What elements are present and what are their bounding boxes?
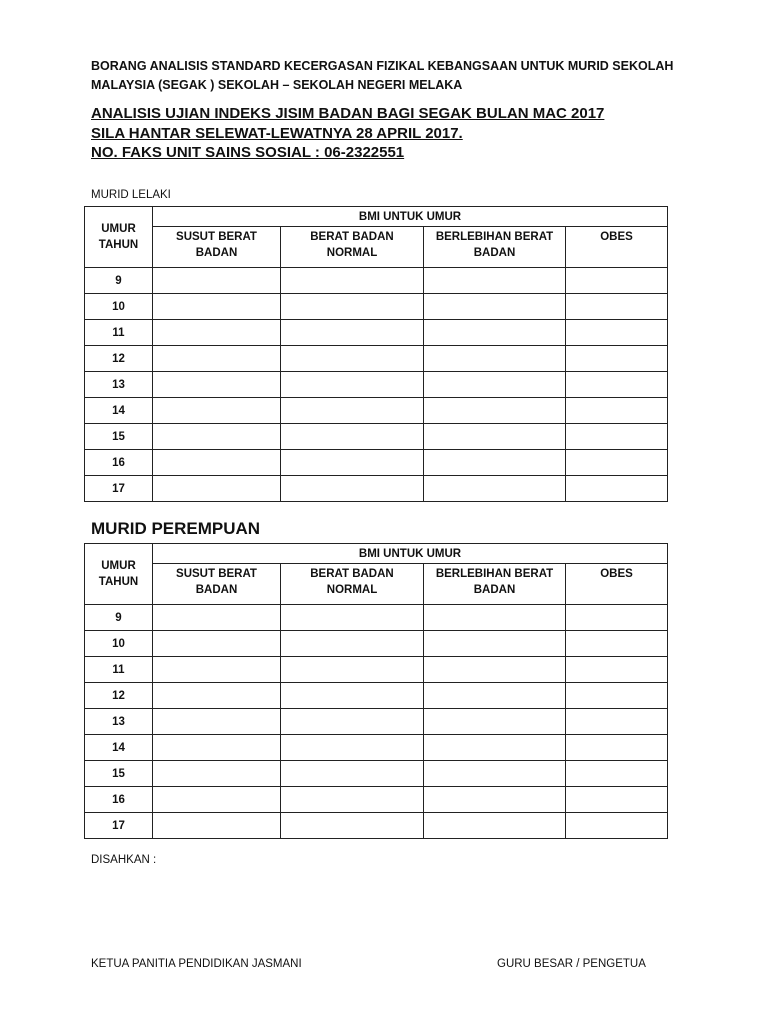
table-row bbox=[85, 398, 668, 424]
berlebihan-berat-cell[interactable] bbox=[424, 709, 566, 735]
age-cell: 11 bbox=[85, 320, 153, 346]
table-row bbox=[85, 424, 668, 450]
obes-cell[interactable] bbox=[566, 631, 668, 657]
age-cell: 13 bbox=[85, 372, 153, 398]
age-cell: 13 bbox=[85, 709, 153, 735]
obes-cell[interactable] bbox=[566, 346, 668, 372]
obes-cell[interactable] bbox=[566, 450, 668, 476]
susut-berat-cell[interactable] bbox=[153, 346, 281, 372]
col-berlebihan-berat: BERLEBIHAN BERAT BADAN bbox=[424, 564, 566, 605]
section-label-female: MURID PEREMPUAN bbox=[91, 519, 261, 538]
table-row bbox=[85, 735, 668, 761]
col-berat-normal: BERAT BADAN NORMAL bbox=[281, 564, 424, 605]
header-line-1: BORANG ANALISIS STANDARD KECERGASAN FIZIKAL KEBANGSAAN UNTUK MURID SEKOLAH bbox=[91, 59, 674, 73]
berlebihan-berat-cell[interactable] bbox=[424, 605, 566, 631]
susut-berat-cell[interactable] bbox=[153, 372, 281, 398]
age-cell: 17 bbox=[85, 813, 153, 839]
disahkan-label: DISAHKAN : bbox=[91, 854, 157, 866]
berat-normal-cell[interactable] bbox=[281, 398, 424, 424]
susut-berat-cell[interactable] bbox=[153, 605, 281, 631]
fax-number: NO. FAKS UNIT SAINS SOSIAL : 06-2322551 bbox=[91, 144, 405, 161]
col-obes: OBES bbox=[566, 227, 668, 268]
obes-cell[interactable] bbox=[566, 813, 668, 839]
table-row bbox=[85, 320, 668, 346]
obes-cell[interactable] bbox=[566, 424, 668, 450]
bmi-group-header: BMI UNTUK UMUR bbox=[153, 544, 668, 564]
table-row bbox=[85, 294, 668, 320]
age-cell: 11 bbox=[85, 657, 153, 683]
obes-cell[interactable] bbox=[566, 268, 668, 294]
age-cell: 17 bbox=[85, 476, 153, 502]
susut-berat-cell[interactable] bbox=[153, 268, 281, 294]
umur-header bbox=[85, 207, 153, 268]
col-berlebihan-berat: BERLEBIHAN BERAT BADAN bbox=[424, 227, 566, 268]
berat-normal-cell[interactable] bbox=[281, 320, 424, 346]
table-row bbox=[85, 605, 668, 631]
signature-right: GURU BESAR / PENGETUA bbox=[497, 958, 646, 970]
age-cell: 10 bbox=[85, 631, 153, 657]
obes-cell[interactable] bbox=[566, 735, 668, 761]
age-cell: 12 bbox=[85, 683, 153, 709]
susut-berat-cell[interactable] bbox=[153, 787, 281, 813]
obes-cell[interactable] bbox=[566, 320, 668, 346]
bmi-group-header: BMI UNTUK UMUR bbox=[153, 207, 668, 227]
berlebihan-berat-cell[interactable] bbox=[424, 450, 566, 476]
obes-cell[interactable] bbox=[566, 398, 668, 424]
obes-cell[interactable] bbox=[566, 683, 668, 709]
berat-normal-cell[interactable] bbox=[281, 735, 424, 761]
form-header bbox=[91, 57, 691, 95]
berat-normal-cell[interactable] bbox=[281, 424, 424, 450]
bmi-table-female bbox=[84, 543, 668, 839]
table-row bbox=[85, 631, 668, 657]
obes-cell[interactable] bbox=[566, 787, 668, 813]
berlebihan-berat-cell[interactable] bbox=[424, 294, 566, 320]
age-cell: 14 bbox=[85, 735, 153, 761]
age-cell: 9 bbox=[85, 268, 153, 294]
berat-normal-cell[interactable] bbox=[281, 813, 424, 839]
obes-cell[interactable] bbox=[566, 761, 668, 787]
tahun-label: TAHUN bbox=[98, 239, 139, 251]
header-line-2: MALAYSIA (SEGAK ) SEKOLAH – SEKOLAH NEGERI MELAKA bbox=[91, 78, 463, 92]
berat-normal-cell[interactable] bbox=[281, 476, 424, 502]
umur-label: UMUR bbox=[101, 223, 136, 235]
obes-cell[interactable] bbox=[566, 372, 668, 398]
form-title-block bbox=[91, 104, 711, 163]
age-cell: 14 bbox=[85, 398, 153, 424]
table-row bbox=[85, 476, 668, 502]
age-cell: 15 bbox=[85, 761, 153, 787]
berat-normal-cell[interactable] bbox=[281, 683, 424, 709]
col-berat-normal: BERAT BADAN NORMAL bbox=[281, 227, 424, 268]
obes-cell[interactable] bbox=[566, 294, 668, 320]
age-cell: 12 bbox=[85, 346, 153, 372]
table-row bbox=[85, 657, 668, 683]
age-cell: 16 bbox=[85, 787, 153, 813]
age-cell: 10 bbox=[85, 294, 153, 320]
berat-normal-cell[interactable] bbox=[281, 605, 424, 631]
berlebihan-berat-cell[interactable] bbox=[424, 631, 566, 657]
table-row bbox=[85, 787, 668, 813]
table-row bbox=[85, 450, 668, 476]
berlebihan-berat-cell[interactable] bbox=[424, 813, 566, 839]
susut-berat-cell[interactable] bbox=[153, 320, 281, 346]
table-row bbox=[85, 268, 668, 294]
berlebihan-berat-cell[interactable] bbox=[424, 657, 566, 683]
table-row bbox=[85, 346, 668, 372]
col-obes: OBES bbox=[566, 564, 668, 605]
susut-berat-cell[interactable] bbox=[153, 709, 281, 735]
col-susut-berat: SUSUT BERAT BADAN bbox=[153, 564, 281, 605]
table-row bbox=[85, 813, 668, 839]
berlebihan-berat-cell[interactable] bbox=[424, 320, 566, 346]
berat-normal-cell[interactable] bbox=[281, 631, 424, 657]
susut-berat-cell[interactable] bbox=[153, 476, 281, 502]
obes-cell[interactable] bbox=[566, 657, 668, 683]
berlebihan-berat-cell[interactable] bbox=[424, 761, 566, 787]
form-title: ANALISIS UJIAN INDEKS JISIM BADAN BAGI SEGAK BULAN MAC 2017 bbox=[91, 105, 605, 122]
berlebihan-berat-cell[interactable] bbox=[424, 398, 566, 424]
col-susut-berat: SUSUT BERAT BADAN bbox=[153, 227, 281, 268]
obes-cell[interactable] bbox=[566, 476, 668, 502]
berlebihan-berat-cell[interactable] bbox=[424, 787, 566, 813]
table-row bbox=[85, 709, 668, 735]
submission-deadline: SILA HANTAR SELEWAT-LEWATNYA 28 APRIL 2017. bbox=[91, 124, 463, 142]
obes-cell[interactable] bbox=[566, 709, 668, 735]
berat-normal-cell[interactable] bbox=[281, 657, 424, 683]
berat-normal-cell[interactable] bbox=[281, 709, 424, 735]
susut-berat-cell[interactable] bbox=[153, 735, 281, 761]
berat-normal-cell[interactable] bbox=[281, 294, 424, 320]
age-cell: 16 bbox=[85, 450, 153, 476]
susut-berat-cell[interactable] bbox=[153, 657, 281, 683]
berlebihan-berat-cell[interactable] bbox=[424, 735, 566, 761]
susut-berat-cell[interactable] bbox=[153, 294, 281, 320]
susut-berat-cell[interactable] bbox=[153, 631, 281, 657]
obes-cell[interactable] bbox=[566, 605, 668, 631]
berlebihan-berat-cell[interactable] bbox=[424, 346, 566, 372]
berlebihan-berat-cell[interactable] bbox=[424, 476, 566, 502]
berat-normal-cell[interactable] bbox=[281, 372, 424, 398]
berat-normal-cell[interactable] bbox=[281, 450, 424, 476]
berlebihan-berat-cell[interactable] bbox=[424, 372, 566, 398]
table-row bbox=[85, 372, 668, 398]
berat-normal-cell[interactable] bbox=[281, 268, 424, 294]
umur-label: UMUR bbox=[101, 560, 136, 572]
section-label-male: MURID LELAKI bbox=[91, 189, 171, 201]
table-row bbox=[85, 683, 668, 709]
tahun-label: TAHUN bbox=[98, 576, 139, 588]
table-row bbox=[85, 761, 668, 787]
berlebihan-berat-cell[interactable] bbox=[424, 268, 566, 294]
berlebihan-berat-cell[interactable] bbox=[424, 683, 566, 709]
age-cell: 9 bbox=[85, 605, 153, 631]
bmi-table-male bbox=[84, 206, 668, 502]
signature-left: KETUA PANITIA PENDIDIKAN JASMANI bbox=[91, 958, 302, 970]
susut-berat-cell[interactable] bbox=[153, 398, 281, 424]
umur-header bbox=[85, 544, 153, 605]
berlebihan-berat-cell[interactable] bbox=[424, 424, 566, 450]
susut-berat-cell[interactable] bbox=[153, 424, 281, 450]
susut-berat-cell[interactable] bbox=[153, 683, 281, 709]
berat-normal-cell[interactable] bbox=[281, 787, 424, 813]
berat-normal-cell[interactable] bbox=[281, 346, 424, 372]
age-cell: 15 bbox=[85, 424, 153, 450]
berat-normal-cell[interactable] bbox=[281, 761, 424, 787]
susut-berat-cell[interactable] bbox=[153, 761, 281, 787]
susut-berat-cell[interactable] bbox=[153, 450, 281, 476]
susut-berat-cell[interactable] bbox=[153, 813, 281, 839]
